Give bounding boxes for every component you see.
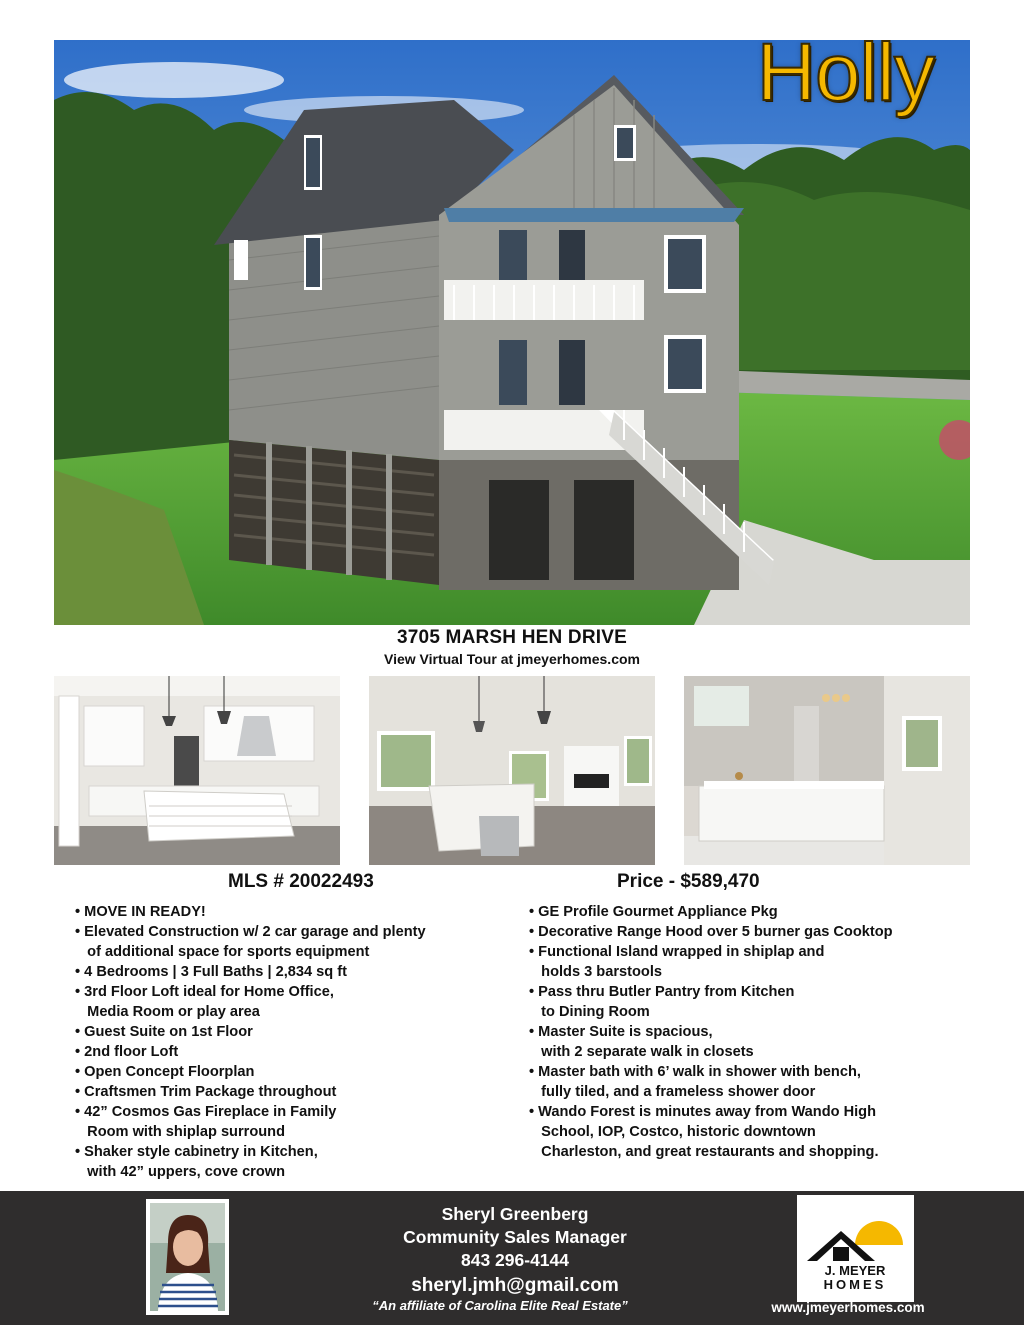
feature-item: • Open Concept Floorplan	[75, 1064, 255, 1080]
feature-item: Room with shiplap surround	[75, 1124, 285, 1140]
feature-item: Media Room or play area	[75, 1004, 260, 1020]
feature-item: • GE Profile Gourmet Appliance Pkg	[529, 904, 778, 920]
features-list-right	[529, 902, 969, 1162]
kitchen-image	[54, 676, 340, 865]
master-bath-photo	[684, 676, 970, 865]
property-address: 3705 MARSH HEN DRIVE	[397, 627, 627, 648]
feature-item: • Shaker style cabinetry in Kitchen,	[75, 1144, 318, 1160]
agent-portrait-image	[150, 1203, 225, 1311]
house-exterior-image	[54, 40, 970, 625]
listing-price: Price - $589,470	[617, 871, 760, 892]
feature-item: holds 3 barstools	[529, 964, 662, 980]
hero-house-photo	[54, 40, 970, 625]
feature-item: to Dining Room	[529, 1004, 650, 1020]
master-bath-image	[684, 676, 970, 865]
agent-contact-block	[300, 1203, 730, 1314]
mls-number: MLS # 20022493	[228, 871, 374, 892]
feature-item: • Master bath with 6’ walk in shower with bench,	[529, 1064, 861, 1080]
feature-item: • Craftsmen Trim Package throughout	[75, 1084, 337, 1100]
agent-name: Sheryl Greenberg	[441, 1204, 589, 1224]
feature-item: with 42” uppers, cove crown	[75, 1164, 286, 1180]
logo-text-line1: J. MEYER	[824, 1263, 886, 1278]
feature-item: • MOVE IN READY!	[75, 904, 206, 920]
feature-item: Charleston, and great restaurants and shopping.	[529, 1144, 879, 1160]
agent-headshot	[146, 1199, 229, 1315]
feature-item: • Elevated Construction w/ 2 car garage and plenty	[75, 924, 426, 940]
feature-item: • Master Suite is spacious,	[529, 1024, 713, 1040]
kitchen-photo	[54, 676, 340, 865]
affiliate-note: “An affiliate of Carolina Elite Real Estate”	[372, 1298, 628, 1313]
feature-item: • Functional Island wrapped in shiplap and	[529, 944, 825, 960]
jmeyer-homes-logo	[797, 1195, 914, 1302]
feature-item: • 3rd Floor Loft ideal for Home Office,	[75, 984, 334, 1000]
feature-item: • Decorative Range Hood over 5 burner gas Cooktop	[529, 924, 893, 940]
feature-item: • 4 Bedrooms | 3 Full Baths | 2,834 sq ft	[75, 964, 347, 980]
feature-item: • 2nd floor Loft	[75, 1044, 179, 1060]
feature-item: with 2 separate walk in closets	[529, 1044, 754, 1060]
feature-item: of additional space for sports equipment	[75, 944, 370, 960]
agent-email[interactable]: sheryl.jmh@gmail.com	[411, 1275, 619, 1296]
logo-image	[797, 1195, 914, 1302]
website-link[interactable]: www.jmeyerhomes.com	[771, 1300, 925, 1315]
agent-title: Community Sales Manager	[403, 1227, 627, 1247]
model-name-title: Holly	[756, 40, 934, 118]
feature-item: • Pass thru Butler Pantry from Kitchen	[529, 984, 795, 1000]
virtual-tour-link[interactable]: View Virtual Tour at jmeyerhomes.com	[384, 651, 640, 667]
living-room-photo	[369, 676, 655, 865]
living-room-image	[369, 676, 655, 865]
feature-item: • Wando Forest is minutes away from Wando High	[529, 1104, 877, 1120]
feature-item: • 42” Cosmos Gas Fireplace in Family	[75, 1104, 337, 1120]
feature-item: fully tiled, and a frameless shower door	[529, 1084, 816, 1100]
agent-phone[interactable]: 843 296-4144	[460, 1250, 570, 1270]
feature-item: • Guest Suite on 1st Floor	[75, 1024, 253, 1040]
features-list-left	[75, 902, 505, 1182]
feature-item: School, IOP, Costco, historic downtown	[529, 1124, 816, 1140]
logo-text-line2: HOMES	[823, 1277, 887, 1292]
